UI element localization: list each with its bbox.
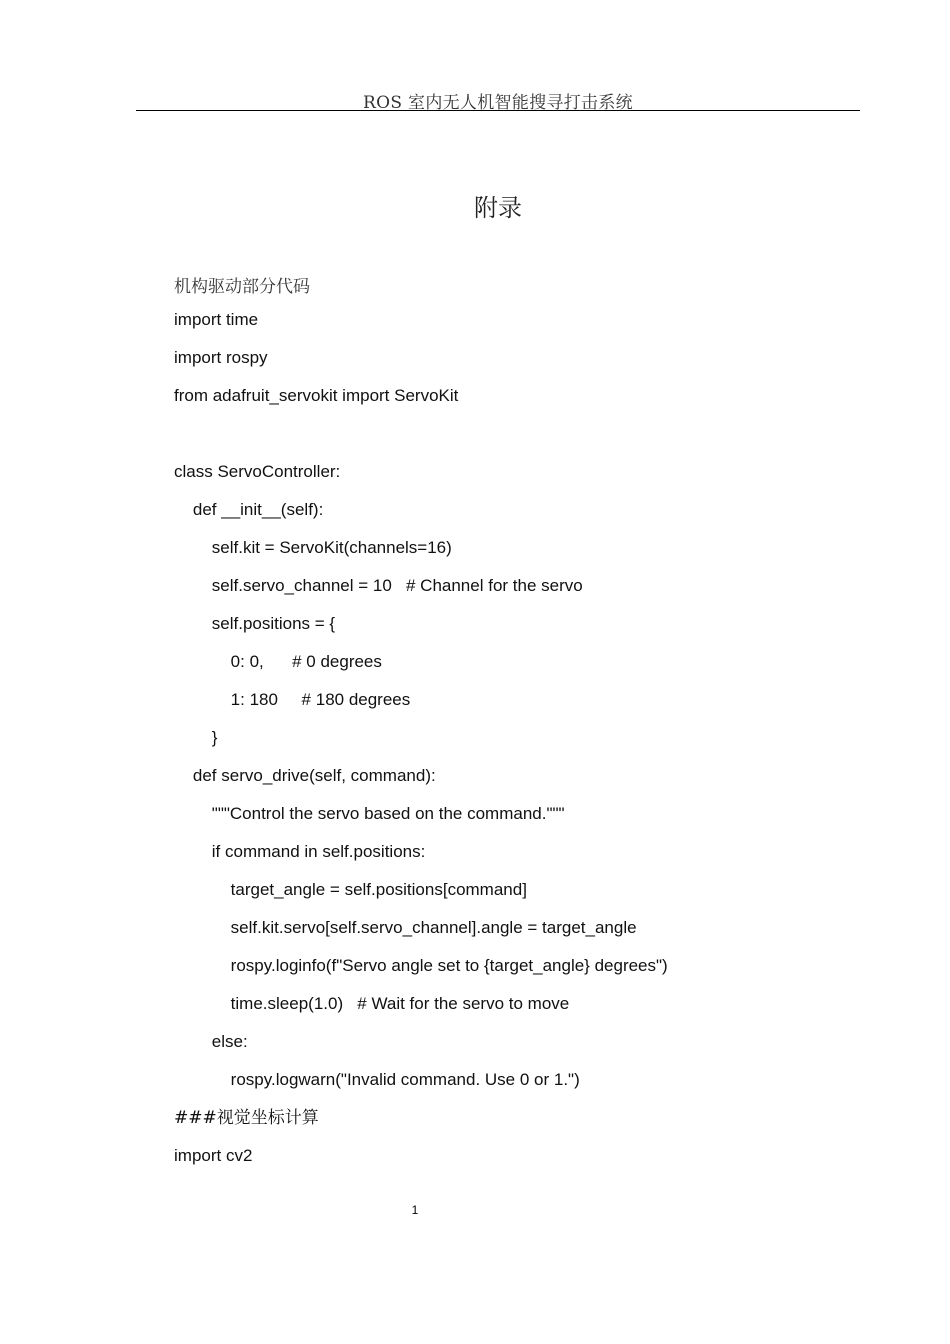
code-line: target_angle = self.positions[command] xyxy=(174,880,527,899)
code-line: else: xyxy=(174,1032,248,1051)
header-divider xyxy=(136,110,860,111)
running-header: ROS 室内无人机智能搜寻打击系统 xyxy=(363,93,633,113)
code-line: self.kit.servo[self.servo_channel].angle = target_angle xyxy=(174,918,637,937)
code-line: time.sleep(1.0) # Wait for the servo to move xyxy=(174,994,570,1013)
code-line: rospy.logwarn("Invalid command. Use 0 or 1.") xyxy=(174,1070,580,1089)
code-line: import rospy xyxy=(174,348,268,367)
code-line: def __init__(self): xyxy=(174,500,324,519)
code-line: def servo_drive(self, command): xyxy=(174,766,436,785)
code-line: import time xyxy=(174,310,259,329)
code-listing xyxy=(174,308,668,1182)
code-line: 1: 180 # 180 degrees xyxy=(174,690,411,709)
code-comment-heading: ###视觉坐标计算 xyxy=(174,1108,319,1128)
page-number: 1 xyxy=(411,1203,419,1217)
code-line: self.positions = { xyxy=(174,614,336,633)
section-heading: 机构驱动部分代码 xyxy=(174,277,310,297)
code-line: self.servo_channel = 10 # Channel for the servo xyxy=(174,576,583,595)
code-line: if command in self.positions: xyxy=(174,842,426,861)
code-line: import cv2 xyxy=(174,1146,253,1165)
code-line: self.kit = ServoKit(channels=16) xyxy=(174,538,452,557)
code-line: 0: 0, # 0 degrees xyxy=(174,652,382,671)
code-line: } xyxy=(174,728,218,747)
code-line: from adafruit_servokit import ServoKit xyxy=(174,386,459,405)
code-line xyxy=(174,422,668,460)
code-line: """Control the servo based on the command.""" xyxy=(174,804,565,823)
page-title: 附录 xyxy=(474,194,522,222)
code-line: class ServoController: xyxy=(174,462,341,481)
code-line: rospy.loginfo(f"Servo angle set to {target_angle} degrees") xyxy=(174,956,668,975)
